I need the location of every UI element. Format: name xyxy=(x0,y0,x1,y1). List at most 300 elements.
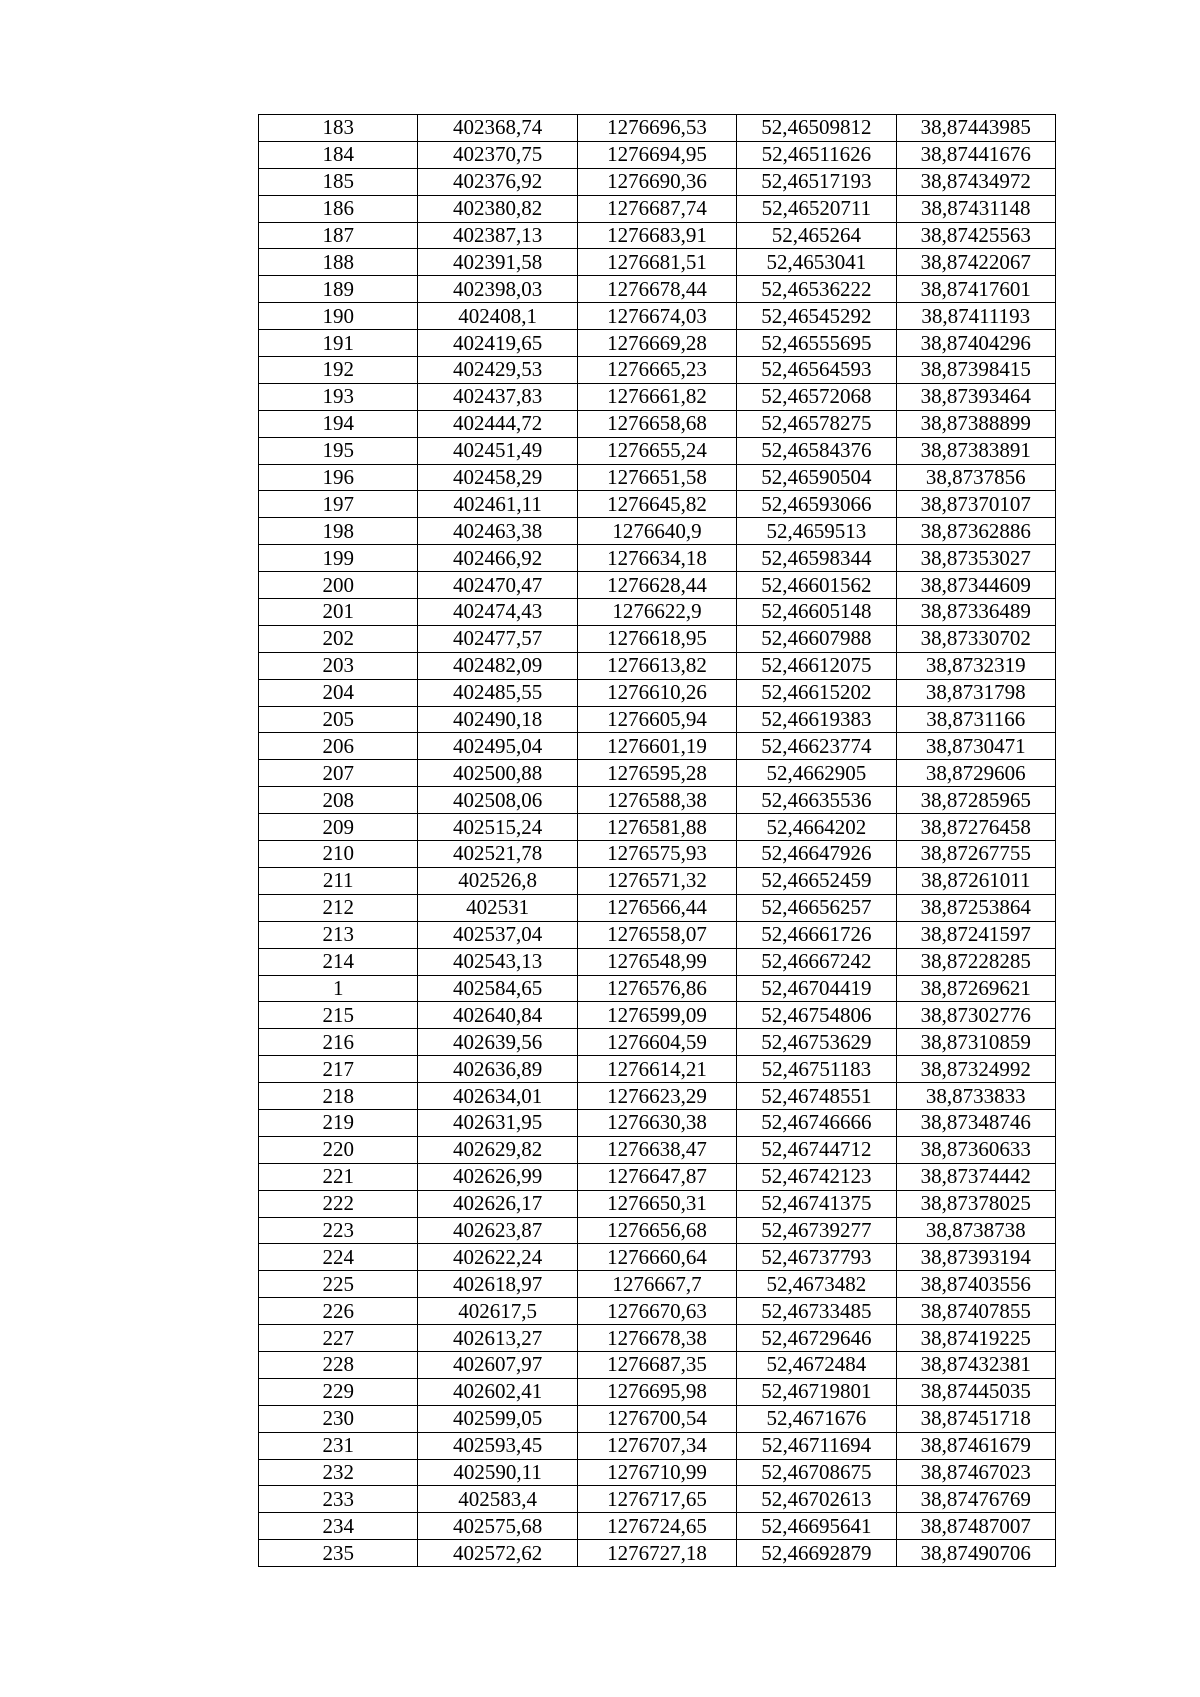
point-number-cell: 227 xyxy=(259,1325,418,1352)
x-coordinate-cell: 402575,68 xyxy=(418,1513,577,1540)
y-coordinate-cell: 1276605,94 xyxy=(577,706,736,733)
latitude-cell: 52,46635536 xyxy=(737,787,896,814)
y-coordinate-cell: 1276638,47 xyxy=(577,1136,736,1163)
x-coordinate-cell: 402626,17 xyxy=(418,1190,577,1217)
table-row xyxy=(259,1002,1056,1029)
table-row xyxy=(259,276,1056,303)
y-coordinate-cell: 1276645,82 xyxy=(577,491,736,518)
x-coordinate-cell: 402437,83 xyxy=(418,383,577,410)
latitude-cell: 52,46695641 xyxy=(737,1513,896,1540)
x-coordinate-cell: 402626,99 xyxy=(418,1163,577,1190)
x-coordinate-cell: 402607,97 xyxy=(418,1351,577,1378)
point-number-cell: 214 xyxy=(259,948,418,975)
table-row xyxy=(259,787,1056,814)
table-row xyxy=(259,599,1056,626)
longitude-cell: 38,87425563 xyxy=(896,222,1055,249)
y-coordinate-cell: 1276610,26 xyxy=(577,679,736,706)
table-row xyxy=(259,1459,1056,1486)
y-coordinate-cell: 1276687,35 xyxy=(577,1351,736,1378)
latitude-cell: 52,4659513 xyxy=(737,518,896,545)
x-coordinate-cell: 402593,45 xyxy=(418,1432,577,1459)
latitude-cell: 52,4662905 xyxy=(737,760,896,787)
longitude-cell: 38,87476769 xyxy=(896,1486,1055,1513)
latitude-cell: 52,46739277 xyxy=(737,1217,896,1244)
x-coordinate-cell: 402495,04 xyxy=(418,733,577,760)
coordinates-table xyxy=(258,114,1056,1567)
y-coordinate-cell: 1276727,18 xyxy=(577,1540,736,1567)
point-number-cell: 230 xyxy=(259,1405,418,1432)
longitude-cell: 38,87441676 xyxy=(896,141,1055,168)
latitude-cell: 52,46605148 xyxy=(737,599,896,626)
latitude-cell: 52,46744712 xyxy=(737,1136,896,1163)
point-number-cell: 194 xyxy=(259,410,418,437)
y-coordinate-cell: 1276566,44 xyxy=(577,894,736,921)
longitude-cell: 38,87241597 xyxy=(896,921,1055,948)
table-row xyxy=(259,545,1056,572)
latitude-cell: 52,46601562 xyxy=(737,572,896,599)
longitude-cell: 38,87344609 xyxy=(896,572,1055,599)
point-number-cell: 218 xyxy=(259,1083,418,1110)
table-row xyxy=(259,383,1056,410)
latitude-cell: 52,4671676 xyxy=(737,1405,896,1432)
y-coordinate-cell: 1276669,28 xyxy=(577,330,736,357)
x-coordinate-cell: 402618,97 xyxy=(418,1271,577,1298)
point-number-cell: 189 xyxy=(259,276,418,303)
table-row xyxy=(259,625,1056,652)
table-row xyxy=(259,195,1056,222)
table-row xyxy=(259,1351,1056,1378)
table-row xyxy=(259,491,1056,518)
point-number-cell: 190 xyxy=(259,303,418,330)
longitude-cell: 38,87378025 xyxy=(896,1190,1055,1217)
point-number-cell: 201 xyxy=(259,599,418,626)
longitude-cell: 38,87403556 xyxy=(896,1271,1055,1298)
x-coordinate-cell: 402391,58 xyxy=(418,249,577,276)
latitude-cell: 52,4653041 xyxy=(737,249,896,276)
latitude-cell: 52,46584376 xyxy=(737,437,896,464)
table-row xyxy=(259,249,1056,276)
table-row xyxy=(259,1486,1056,1513)
latitude-cell: 52,46661726 xyxy=(737,921,896,948)
longitude-cell: 38,87451718 xyxy=(896,1405,1055,1432)
table-row xyxy=(259,1271,1056,1298)
point-number-cell: 229 xyxy=(259,1378,418,1405)
table-row xyxy=(259,1083,1056,1110)
point-number-cell: 193 xyxy=(259,383,418,410)
y-coordinate-cell: 1276614,21 xyxy=(577,1056,736,1083)
point-number-cell: 213 xyxy=(259,921,418,948)
point-number-cell: 231 xyxy=(259,1432,418,1459)
table-row xyxy=(259,464,1056,491)
longitude-cell: 38,87393194 xyxy=(896,1244,1055,1271)
point-number-cell: 205 xyxy=(259,706,418,733)
latitude-cell: 52,46612075 xyxy=(737,652,896,679)
x-coordinate-cell: 402370,75 xyxy=(418,141,577,168)
x-coordinate-cell: 402380,82 xyxy=(418,195,577,222)
latitude-cell: 52,46578275 xyxy=(737,410,896,437)
x-coordinate-cell: 402526,8 xyxy=(418,867,577,894)
y-coordinate-cell: 1276678,44 xyxy=(577,276,736,303)
y-coordinate-cell: 1276696,53 xyxy=(577,115,736,142)
x-coordinate-cell: 402537,04 xyxy=(418,921,577,948)
point-number-cell: 195 xyxy=(259,437,418,464)
y-coordinate-cell: 1276634,18 xyxy=(577,545,736,572)
point-number-cell: 196 xyxy=(259,464,418,491)
table-row xyxy=(259,168,1056,195)
longitude-cell: 38,87431148 xyxy=(896,195,1055,222)
point-number-cell: 186 xyxy=(259,195,418,222)
latitude-cell: 52,46572068 xyxy=(737,383,896,410)
y-coordinate-cell: 1276623,29 xyxy=(577,1083,736,1110)
x-coordinate-cell: 402636,89 xyxy=(418,1056,577,1083)
y-coordinate-cell: 1276601,19 xyxy=(577,733,736,760)
longitude-cell: 38,87330702 xyxy=(896,625,1055,652)
point-number-cell: 225 xyxy=(259,1271,418,1298)
table-row xyxy=(259,733,1056,760)
x-coordinate-cell: 402583,4 xyxy=(418,1486,577,1513)
longitude-cell: 38,87374442 xyxy=(896,1163,1055,1190)
latitude-cell: 52,46652459 xyxy=(737,867,896,894)
y-coordinate-cell: 1276700,54 xyxy=(577,1405,736,1432)
latitude-cell: 52,46737793 xyxy=(737,1244,896,1271)
x-coordinate-cell: 402451,49 xyxy=(418,437,577,464)
table-row xyxy=(259,1244,1056,1271)
longitude-cell: 38,87310859 xyxy=(896,1029,1055,1056)
x-coordinate-cell: 402466,92 xyxy=(418,545,577,572)
latitude-cell: 52,46564593 xyxy=(737,357,896,384)
latitude-cell: 52,46754806 xyxy=(737,1002,896,1029)
y-coordinate-cell: 1276622,9 xyxy=(577,599,736,626)
table-row xyxy=(259,141,1056,168)
point-number-cell: 223 xyxy=(259,1217,418,1244)
latitude-cell: 52,465264 xyxy=(737,222,896,249)
y-coordinate-cell: 1276628,44 xyxy=(577,572,736,599)
y-coordinate-cell: 1276681,51 xyxy=(577,249,736,276)
x-coordinate-cell: 402376,92 xyxy=(418,168,577,195)
longitude-cell: 38,87404296 xyxy=(896,330,1055,357)
longitude-cell: 38,87411193 xyxy=(896,303,1055,330)
longitude-cell: 38,87228285 xyxy=(896,948,1055,975)
longitude-cell: 38,87417601 xyxy=(896,276,1055,303)
x-coordinate-cell: 402508,06 xyxy=(418,787,577,814)
y-coordinate-cell: 1276655,24 xyxy=(577,437,736,464)
table-row xyxy=(259,1432,1056,1459)
latitude-cell: 52,46593066 xyxy=(737,491,896,518)
latitude-cell: 52,46742123 xyxy=(737,1163,896,1190)
point-number-cell: 203 xyxy=(259,652,418,679)
point-number-cell: 187 xyxy=(259,222,418,249)
longitude-cell: 38,8732319 xyxy=(896,652,1055,679)
point-number-cell: 208 xyxy=(259,787,418,814)
table-row xyxy=(259,303,1056,330)
y-coordinate-cell: 1276581,88 xyxy=(577,814,736,841)
x-coordinate-cell: 402640,84 xyxy=(418,1002,577,1029)
latitude-cell: 52,46667242 xyxy=(737,948,896,975)
point-number-cell: 212 xyxy=(259,894,418,921)
y-coordinate-cell: 1276630,38 xyxy=(577,1109,736,1136)
table-row xyxy=(259,1190,1056,1217)
x-coordinate-cell: 402470,47 xyxy=(418,572,577,599)
longitude-cell: 38,87467023 xyxy=(896,1459,1055,1486)
x-coordinate-cell: 402429,53 xyxy=(418,357,577,384)
point-number-cell: 234 xyxy=(259,1513,418,1540)
latitude-cell: 52,46741375 xyxy=(737,1190,896,1217)
y-coordinate-cell: 1276710,99 xyxy=(577,1459,736,1486)
table-row xyxy=(259,115,1056,142)
x-coordinate-cell: 402631,95 xyxy=(418,1109,577,1136)
point-number-cell: 211 xyxy=(259,867,418,894)
table-row xyxy=(259,330,1056,357)
table-row xyxy=(259,867,1056,894)
point-number-cell: 206 xyxy=(259,733,418,760)
y-coordinate-cell: 1276640,9 xyxy=(577,518,736,545)
longitude-cell: 38,87360633 xyxy=(896,1136,1055,1163)
x-coordinate-cell: 402590,11 xyxy=(418,1459,577,1486)
table-row xyxy=(259,518,1056,545)
point-number-cell: 204 xyxy=(259,679,418,706)
longitude-cell: 38,87443985 xyxy=(896,115,1055,142)
longitude-cell: 38,87434972 xyxy=(896,168,1055,195)
latitude-cell: 52,46545292 xyxy=(737,303,896,330)
x-coordinate-cell: 402521,78 xyxy=(418,841,577,868)
x-coordinate-cell: 402419,65 xyxy=(418,330,577,357)
latitude-cell: 52,4673482 xyxy=(737,1271,896,1298)
x-coordinate-cell: 402531 xyxy=(418,894,577,921)
point-number-cell: 1 xyxy=(259,975,418,1002)
longitude-cell: 38,87269621 xyxy=(896,975,1055,1002)
latitude-cell: 52,46511626 xyxy=(737,141,896,168)
longitude-cell: 38,87388899 xyxy=(896,410,1055,437)
y-coordinate-cell: 1276694,95 xyxy=(577,141,736,168)
longitude-cell: 38,87253864 xyxy=(896,894,1055,921)
x-coordinate-cell: 402463,38 xyxy=(418,518,577,545)
point-number-cell: 232 xyxy=(259,1459,418,1486)
point-number-cell: 191 xyxy=(259,330,418,357)
longitude-cell: 38,8731798 xyxy=(896,679,1055,706)
point-number-cell: 217 xyxy=(259,1056,418,1083)
longitude-cell: 38,87370107 xyxy=(896,491,1055,518)
y-coordinate-cell: 1276660,64 xyxy=(577,1244,736,1271)
longitude-cell: 38,87324992 xyxy=(896,1056,1055,1083)
longitude-cell: 38,87348746 xyxy=(896,1109,1055,1136)
longitude-cell: 38,87383891 xyxy=(896,437,1055,464)
longitude-cell: 38,87461679 xyxy=(896,1432,1055,1459)
y-coordinate-cell: 1276650,31 xyxy=(577,1190,736,1217)
x-coordinate-cell: 402634,01 xyxy=(418,1083,577,1110)
longitude-cell: 38,8730471 xyxy=(896,733,1055,760)
y-coordinate-cell: 1276575,93 xyxy=(577,841,736,868)
table-row xyxy=(259,437,1056,464)
x-coordinate-cell: 402408,1 xyxy=(418,303,577,330)
table-row xyxy=(259,921,1056,948)
x-coordinate-cell: 402461,11 xyxy=(418,491,577,518)
point-number-cell: 226 xyxy=(259,1298,418,1325)
longitude-cell: 38,87285965 xyxy=(896,787,1055,814)
table-row xyxy=(259,652,1056,679)
point-number-cell: 222 xyxy=(259,1190,418,1217)
latitude-cell: 52,46623774 xyxy=(737,733,896,760)
table-row xyxy=(259,222,1056,249)
longitude-cell: 38,8733833 xyxy=(896,1083,1055,1110)
table-row xyxy=(259,1217,1056,1244)
latitude-cell: 52,46520711 xyxy=(737,195,896,222)
latitude-cell: 52,46733485 xyxy=(737,1298,896,1325)
x-coordinate-cell: 402622,24 xyxy=(418,1244,577,1271)
y-coordinate-cell: 1276687,74 xyxy=(577,195,736,222)
point-number-cell: 200 xyxy=(259,572,418,599)
latitude-cell: 52,46711694 xyxy=(737,1432,896,1459)
longitude-cell: 38,8738738 xyxy=(896,1217,1055,1244)
table-row xyxy=(259,1163,1056,1190)
table-row xyxy=(259,572,1056,599)
longitude-cell: 38,8729606 xyxy=(896,760,1055,787)
point-number-cell: 197 xyxy=(259,491,418,518)
y-coordinate-cell: 1276656,68 xyxy=(577,1217,736,1244)
point-number-cell: 219 xyxy=(259,1109,418,1136)
y-coordinate-cell: 1276658,68 xyxy=(577,410,736,437)
point-number-cell: 235 xyxy=(259,1540,418,1567)
y-coordinate-cell: 1276647,87 xyxy=(577,1163,736,1190)
latitude-cell: 52,46753629 xyxy=(737,1029,896,1056)
y-coordinate-cell: 1276651,58 xyxy=(577,464,736,491)
x-coordinate-cell: 402368,74 xyxy=(418,115,577,142)
latitude-cell: 52,4672484 xyxy=(737,1351,896,1378)
x-coordinate-cell: 402602,41 xyxy=(418,1378,577,1405)
longitude-cell: 38,87487007 xyxy=(896,1513,1055,1540)
latitude-cell: 52,46704419 xyxy=(737,975,896,1002)
longitude-cell: 38,8731166 xyxy=(896,706,1055,733)
latitude-cell: 52,46746666 xyxy=(737,1109,896,1136)
y-coordinate-cell: 1276717,65 xyxy=(577,1486,736,1513)
point-number-cell: 210 xyxy=(259,841,418,868)
table-row xyxy=(259,841,1056,868)
x-coordinate-cell: 402485,55 xyxy=(418,679,577,706)
table-row xyxy=(259,1298,1056,1325)
latitude-cell: 52,46708675 xyxy=(737,1459,896,1486)
latitude-cell: 52,46607988 xyxy=(737,625,896,652)
table-row xyxy=(259,357,1056,384)
latitude-cell: 52,46656257 xyxy=(737,894,896,921)
y-coordinate-cell: 1276595,28 xyxy=(577,760,736,787)
point-number-cell: 224 xyxy=(259,1244,418,1271)
table-row xyxy=(259,1513,1056,1540)
y-coordinate-cell: 1276604,59 xyxy=(577,1029,736,1056)
table-row xyxy=(259,1405,1056,1432)
x-coordinate-cell: 402490,18 xyxy=(418,706,577,733)
longitude-cell: 38,87419225 xyxy=(896,1325,1055,1352)
y-coordinate-cell: 1276661,82 xyxy=(577,383,736,410)
latitude-cell: 52,46555695 xyxy=(737,330,896,357)
y-coordinate-cell: 1276665,23 xyxy=(577,357,736,384)
table-row xyxy=(259,948,1056,975)
latitude-cell: 52,46751183 xyxy=(737,1056,896,1083)
longitude-cell: 38,8737856 xyxy=(896,464,1055,491)
table-row xyxy=(259,1378,1056,1405)
longitude-cell: 38,87267755 xyxy=(896,841,1055,868)
longitude-cell: 38,87353027 xyxy=(896,545,1055,572)
y-coordinate-cell: 1276599,09 xyxy=(577,1002,736,1029)
table-row xyxy=(259,975,1056,1002)
point-number-cell: 220 xyxy=(259,1136,418,1163)
latitude-cell: 52,46719801 xyxy=(737,1378,896,1405)
y-coordinate-cell: 1276683,91 xyxy=(577,222,736,249)
table-row xyxy=(259,894,1056,921)
x-coordinate-cell: 402617,5 xyxy=(418,1298,577,1325)
table-row xyxy=(259,1136,1056,1163)
longitude-cell: 38,87393464 xyxy=(896,383,1055,410)
x-coordinate-cell: 402515,24 xyxy=(418,814,577,841)
y-coordinate-cell: 1276670,63 xyxy=(577,1298,736,1325)
x-coordinate-cell: 402474,43 xyxy=(418,599,577,626)
point-number-cell: 207 xyxy=(259,760,418,787)
x-coordinate-cell: 402444,72 xyxy=(418,410,577,437)
latitude-cell: 52,46517193 xyxy=(737,168,896,195)
point-number-cell: 202 xyxy=(259,625,418,652)
point-number-cell: 215 xyxy=(259,1002,418,1029)
longitude-cell: 38,87276458 xyxy=(896,814,1055,841)
point-number-cell: 184 xyxy=(259,141,418,168)
latitude-cell: 52,46619383 xyxy=(737,706,896,733)
y-coordinate-cell: 1276695,98 xyxy=(577,1378,736,1405)
point-number-cell: 198 xyxy=(259,518,418,545)
y-coordinate-cell: 1276707,34 xyxy=(577,1432,736,1459)
point-number-cell: 221 xyxy=(259,1163,418,1190)
x-coordinate-cell: 402572,62 xyxy=(418,1540,577,1567)
point-number-cell: 228 xyxy=(259,1351,418,1378)
latitude-cell: 52,46692879 xyxy=(737,1540,896,1567)
longitude-cell: 38,87432381 xyxy=(896,1351,1055,1378)
longitude-cell: 38,87422067 xyxy=(896,249,1055,276)
table-row xyxy=(259,410,1056,437)
x-coordinate-cell: 402387,13 xyxy=(418,222,577,249)
latitude-cell: 52,46598344 xyxy=(737,545,896,572)
x-coordinate-cell: 402629,82 xyxy=(418,1136,577,1163)
point-number-cell: 216 xyxy=(259,1029,418,1056)
point-number-cell: 192 xyxy=(259,357,418,384)
latitude-cell: 52,46702613 xyxy=(737,1486,896,1513)
longitude-cell: 38,87336489 xyxy=(896,599,1055,626)
longitude-cell: 38,87398415 xyxy=(896,357,1055,384)
table-row xyxy=(259,1029,1056,1056)
y-coordinate-cell: 1276548,99 xyxy=(577,948,736,975)
y-coordinate-cell: 1276576,86 xyxy=(577,975,736,1002)
table-row xyxy=(259,814,1056,841)
table-row xyxy=(259,1109,1056,1136)
latitude-cell: 52,4664202 xyxy=(737,814,896,841)
table-row xyxy=(259,760,1056,787)
y-coordinate-cell: 1276690,36 xyxy=(577,168,736,195)
table-row xyxy=(259,1540,1056,1567)
y-coordinate-cell: 1276724,65 xyxy=(577,1513,736,1540)
point-number-cell: 233 xyxy=(259,1486,418,1513)
latitude-cell: 52,46615202 xyxy=(737,679,896,706)
x-coordinate-cell: 402584,65 xyxy=(418,975,577,1002)
longitude-cell: 38,87490706 xyxy=(896,1540,1055,1567)
point-number-cell: 183 xyxy=(259,115,418,142)
y-coordinate-cell: 1276674,03 xyxy=(577,303,736,330)
longitude-cell: 38,87261011 xyxy=(896,867,1055,894)
longitude-cell: 38,87445035 xyxy=(896,1378,1055,1405)
table-row xyxy=(259,706,1056,733)
y-coordinate-cell: 1276613,82 xyxy=(577,652,736,679)
latitude-cell: 52,46590504 xyxy=(737,464,896,491)
table-row xyxy=(259,1056,1056,1083)
latitude-cell: 52,46509812 xyxy=(737,115,896,142)
point-number-cell: 209 xyxy=(259,814,418,841)
longitude-cell: 38,87362886 xyxy=(896,518,1055,545)
latitude-cell: 52,46536222 xyxy=(737,276,896,303)
table-row xyxy=(259,679,1056,706)
